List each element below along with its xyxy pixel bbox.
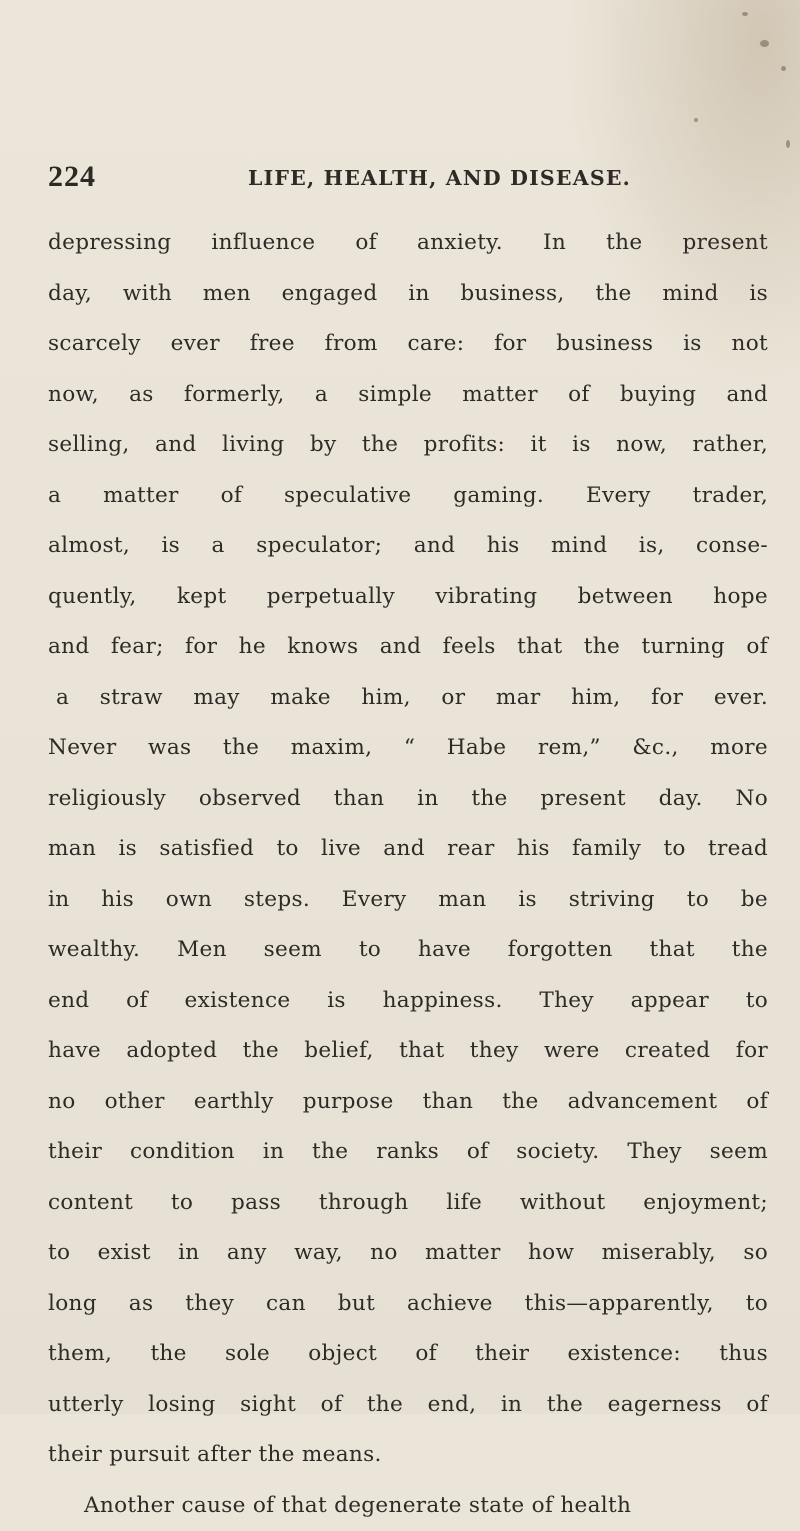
text-line: content to pass through life without enjoyment; — [48, 1178, 768, 1229]
text-line: long as they can but achieve this—apparently, to — [48, 1279, 768, 1330]
text-line: depressing influence of anxiety. In the present — [48, 218, 768, 269]
text-line: no other earthly purpose than the advancement of — [48, 1077, 768, 1128]
text-line: selling, and living by the profits: it is now, rather, — [48, 420, 768, 471]
text-line: almost, is a speculator; and his mind is, conse- — [48, 521, 768, 572]
text-line: Another cause of that degenerate state of health — [48, 1481, 768, 1531]
text-line: their condition in the ranks of society. They seem — [48, 1127, 768, 1178]
page-number: 224 — [48, 160, 96, 194]
paper-speck — [742, 12, 748, 16]
paper-speck — [781, 66, 786, 71]
text-line: day, with men engaged in business, the mind is — [48, 269, 768, 320]
text-line: end of existence is happiness. They appear to — [48, 976, 768, 1027]
text-line: to exist in any way, no matter how miserably, so — [48, 1228, 768, 1279]
text-line: scarcely ever free from care: for business is not — [48, 319, 768, 370]
text-line: a matter of speculative gaming. Every trader, — [48, 471, 768, 522]
body-text — [48, 218, 768, 1531]
page-header — [48, 160, 768, 194]
text-line: their pursuit after the means. — [48, 1430, 768, 1481]
text-line: Never was the maxim, “ Habe rem,” &c., more — [48, 723, 768, 774]
text-line: quently, kept perpetually vibrating between hope — [48, 572, 768, 623]
paper-speck — [786, 140, 790, 148]
text-line: and fear; for he knows and feels that the turning of — [48, 622, 768, 673]
paper-speck — [760, 40, 769, 47]
text-line: man is satisfied to live and rear his family to tread — [48, 824, 768, 875]
text-line: religiously observed than in the present day. No — [48, 774, 768, 825]
text-line: wealthy. Men seem to have forgotten that the — [48, 925, 768, 976]
text-line: in his own steps. Every man is striving to be — [48, 875, 768, 926]
text-line: a straw may make him, or mar him, for ever. — [48, 673, 768, 724]
running-head: LIFE, HEALTH, AND DISEASE. — [248, 166, 631, 190]
text-line: now, as formerly, a simple matter of buying and — [48, 370, 768, 421]
paper-speck — [694, 118, 698, 122]
text-line: have adopted the belief, that they were created for — [48, 1026, 768, 1077]
text-line: utterly losing sight of the end, in the eagerness of — [48, 1380, 768, 1431]
text-line: them, the sole object of their existence: thus — [48, 1329, 768, 1380]
